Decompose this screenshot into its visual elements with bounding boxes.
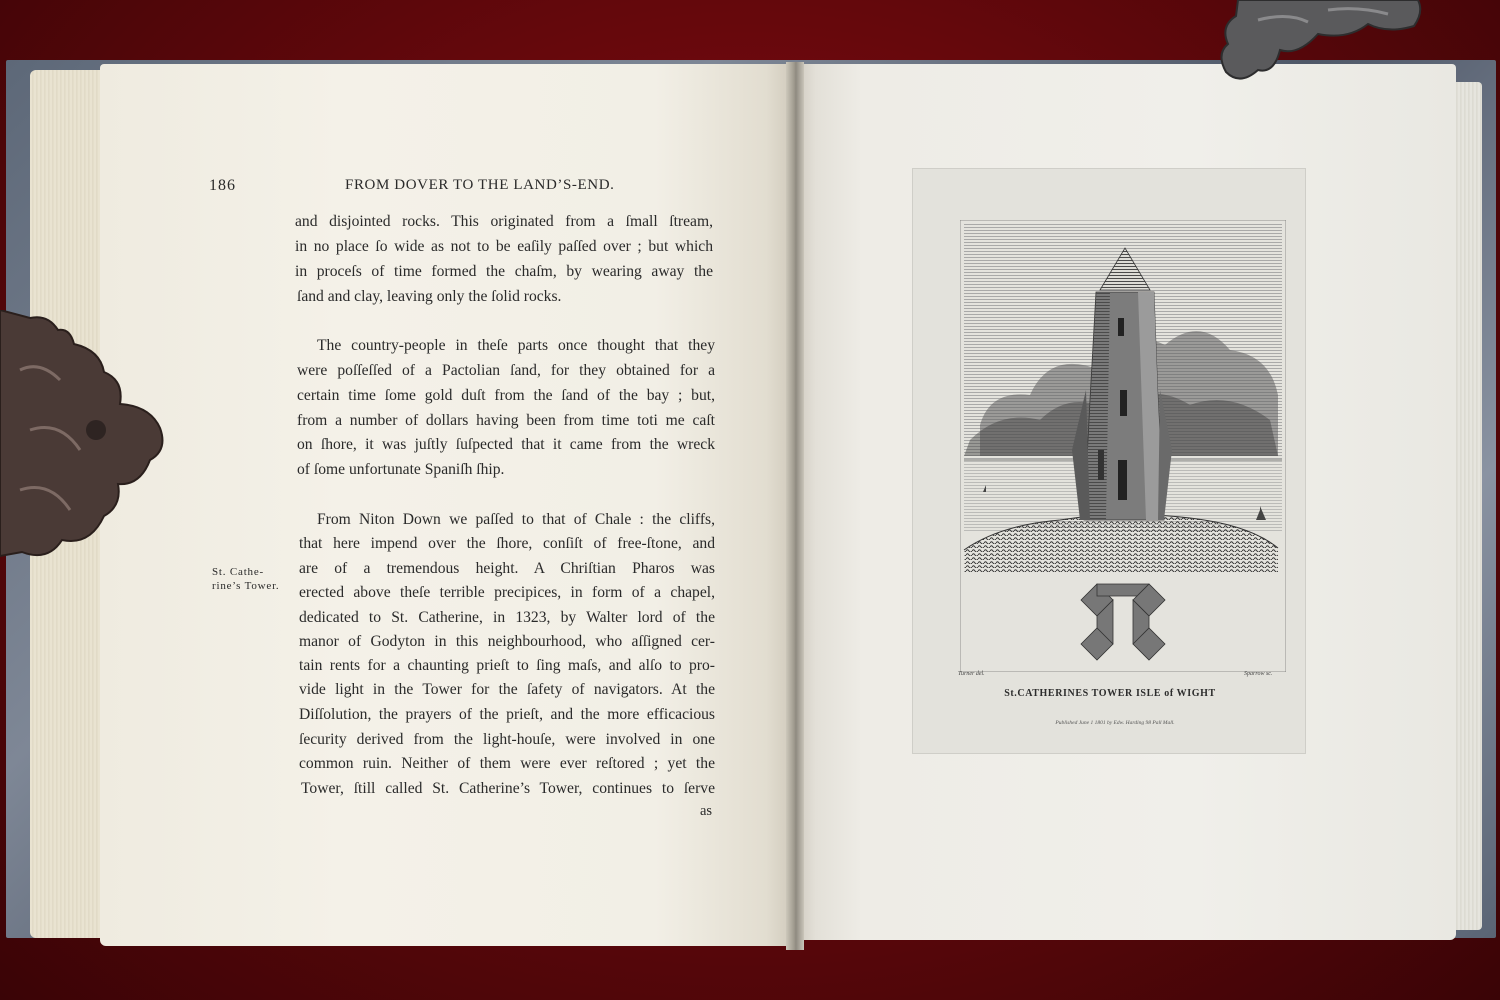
book-gutter bbox=[786, 62, 804, 950]
body-line-18: vide light in the Tower for the ſafety of navigators. At the bbox=[299, 681, 715, 698]
artist-credit-right: Sparrow sc. bbox=[1244, 671, 1273, 677]
body-line-20: ſecurity derived from the light-houſe, were involved in one bbox=[299, 731, 715, 748]
left-page bbox=[100, 64, 794, 946]
side-note-line-2: rine’s Tower. bbox=[212, 580, 280, 592]
body-line-4: ſand and clay, leaving only the ſolid rocks. bbox=[297, 288, 562, 305]
body-line-15: dedicated to St. Catherine, in 1323, by Walter lord of the bbox=[299, 609, 715, 626]
artist-credit-left: Turner del. bbox=[958, 671, 985, 677]
body-line-9: on ſhore, it was juſtly ſuſpected that it came from the wreck bbox=[297, 436, 715, 453]
body-line-3: in proceſs of time formed the chaſm, by wearing away the bbox=[295, 263, 713, 280]
body-line-1: and disjointed rocks. This originated from a ſmall ſtream, bbox=[295, 213, 713, 230]
body-line-7: certain time ſome gold duſt from the ſand of the bay ; but, bbox=[297, 387, 715, 404]
publisher-line: Published June 1 1801 by Edw. Harding 98 Pall Mall. bbox=[1055, 720, 1175, 726]
side-note-line-1: St. Cathe- bbox=[212, 566, 264, 578]
body-line-12: that here impend over the ſhore, conſiſt of free-ſtone, and bbox=[299, 535, 715, 552]
body-line-6: were poſſeſſed of a Pactolian ſand, for they obtained for a bbox=[297, 362, 715, 379]
body-line-16: manor of Godyton in this neighbourhood, who aſſigned cer- bbox=[299, 633, 715, 650]
tower-engraving bbox=[960, 220, 1286, 672]
body-line-17: tain rents for a chaunting prieſt to ſing maſs, and alſo to pro- bbox=[299, 657, 715, 674]
plate-title: St.CATHERINES TOWER ISLE of WIGHT bbox=[1004, 688, 1216, 699]
body-line-13: are of a tremendous height. A Chriſtian Pharos was bbox=[299, 560, 715, 577]
body-line-5: The country-people in theſe parts once thought that they bbox=[317, 337, 715, 354]
right-clasp-ornament bbox=[1218, 0, 1428, 90]
body-line-11: From Niton Down we paſſed to that of Chale : the cliffs, bbox=[317, 511, 715, 528]
body-line-21: common ruin. Neither of them were ever reſtored ; yet the bbox=[299, 755, 715, 772]
body-line-22: Tower, ſtill called St. Catherine’s Tower, continues to ſerve bbox=[301, 780, 715, 797]
body-line-8: from a number of dollars having been from time toti me caſt bbox=[297, 412, 715, 429]
body-line-2: in no place ſo wide as not to be eaſily paſſed over ; but which bbox=[295, 238, 713, 255]
left-clasp-ornament bbox=[0, 310, 170, 570]
page-number: 186 bbox=[209, 177, 236, 194]
body-line-19: Diſſolution, the prayers of the prieſt, and the more efficacious bbox=[299, 706, 715, 723]
body-line-10: of ſome unfortunate Spaniſh ſhip. bbox=[297, 461, 505, 478]
catchword: as bbox=[700, 803, 713, 819]
running-head: FROM DOVER TO THE LAND’S-END. bbox=[345, 177, 615, 193]
body-line-14: erected above theſe terrible precipices, in form of a chapel, bbox=[299, 584, 715, 601]
